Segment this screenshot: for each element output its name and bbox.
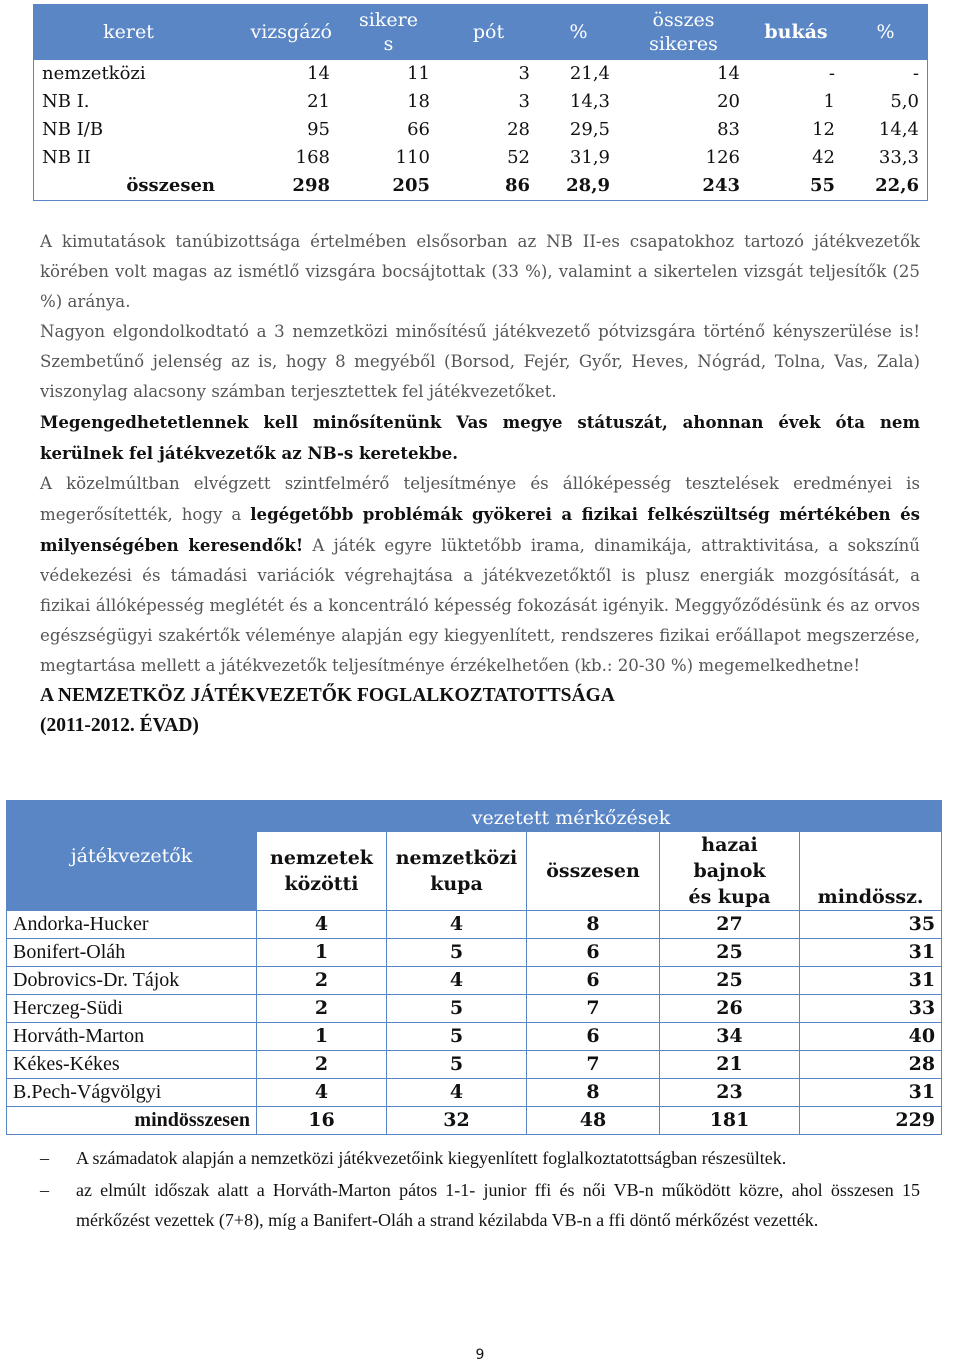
text-span: A közelmúltban elvégzett szintfelmérő teljesítménye és állóképesség tesztelések eredményei is megerősítették, hogy a xyxy=(40,474,920,524)
cell: 7 xyxy=(527,995,660,1023)
cell: 25 xyxy=(660,967,800,995)
header-sikeres: sikere s xyxy=(339,5,439,60)
cell: 2 xyxy=(257,995,387,1023)
text-span: A játék egyre lüktetőbb irama, dinamikája, attraktivitása, a sokszínű védekezési és támadási variációk végrehajtása a játékvezetőktől is plusz energiák mozgósítását, a fizikai állóképesség meglétét és a koncentráló képesség fokozását igényik. Meggyőződésünk és az orvos egészségügyi szakértők véleménye alapján egy kiegyenlített, rendszeres fizikai erőállapot megszerzése, megtartása mellett a játékvezetők teljesítménye érzékelhetően (kb.: 20-30 %) megemelkedhetne! xyxy=(40,536,920,675)
cell: 48 xyxy=(527,1107,660,1135)
header-grand-total: mindössz. xyxy=(800,832,942,911)
cell: 55 xyxy=(749,172,844,201)
referee-name: Kékes-Kékes xyxy=(7,1051,257,1079)
cell: 4 xyxy=(387,967,527,995)
cell: 229 xyxy=(800,1107,942,1135)
table-row xyxy=(34,144,928,172)
cell: 27 xyxy=(660,911,800,939)
header-percent-fail: % xyxy=(844,5,928,60)
cell: 6 xyxy=(527,967,660,995)
matches-header-band xyxy=(7,801,942,832)
table-row xyxy=(7,1051,942,1079)
cell: 18 xyxy=(339,88,439,116)
header-matches-led: vezetett mérkőzések xyxy=(257,801,800,832)
paragraph xyxy=(40,469,920,681)
table-row xyxy=(34,88,928,116)
cell: 20 xyxy=(619,88,749,116)
cell: 168 xyxy=(224,144,339,172)
dash-bullet-icon: – xyxy=(40,1148,49,1168)
header-keret: keret xyxy=(34,5,224,60)
cell: 31 xyxy=(800,1079,942,1107)
cell: 243 xyxy=(619,172,749,201)
cell: NB I/B xyxy=(34,116,224,144)
page-number: 9 xyxy=(475,1347,485,1363)
header-home-league: hazai bajnok és kupa xyxy=(660,832,800,911)
bold-text: legégetőbb problémák gyökerei a fizikai felkészültség mértékében és milyenségében keresendők! xyxy=(40,504,920,555)
cell: 205 xyxy=(339,172,439,201)
cell: 298 xyxy=(224,172,339,201)
cell: 4 xyxy=(387,1079,527,1107)
cell: 5 xyxy=(387,939,527,967)
body-text xyxy=(40,227,920,741)
table-row xyxy=(7,1023,942,1051)
header-intl-matches: nemzetek közötti xyxy=(257,832,387,911)
cell: 22,6 xyxy=(844,172,928,201)
cell: 28 xyxy=(800,1051,942,1079)
cell: 4 xyxy=(257,1079,387,1107)
cell: 3 xyxy=(439,88,539,116)
cell: 5,0 xyxy=(844,88,928,116)
cell: 21 xyxy=(224,88,339,116)
cell: 40 xyxy=(800,1023,942,1051)
paragraph: A kimutatások tanúbizottsága értelmében elsősorban az NB II-es csapatokhoz tartozó játékvezetők körében volt magas az ismétlő vizsgára bocsájtottak (33 %), valamint a sikertelen vizsgát teljesítők (25 %) aránya. xyxy=(40,232,920,311)
cell: NB I. xyxy=(34,88,224,116)
referee-name: Dobrovics-Dr. Tájok xyxy=(7,967,257,995)
referee-name: Bonifert-Oláh xyxy=(7,939,257,967)
cell: 5 xyxy=(387,995,527,1023)
cell: 6 xyxy=(527,939,660,967)
cell: 1 xyxy=(257,1023,387,1051)
bullet-item xyxy=(40,1175,920,1235)
paragraph: Nagyon elgondolkodtató a 3 nemzetközi minősítésű játékvezető pótvizsgára történő kényszerülése is! Szembetűnő jelenség az is, hogy 8 megyéből (Borsod, Fejér, Győr, Heves, Nógrád, Tolna, Vas, Zala) viszonylag alacsony számban terjesztettek fel játékvezetőket. xyxy=(40,322,920,401)
header-bukas: bukás xyxy=(749,5,844,60)
cell: 95 xyxy=(224,116,339,144)
bullet-list xyxy=(40,1143,920,1237)
cell: 110 xyxy=(339,144,439,172)
table-row xyxy=(7,967,942,995)
table-total-row xyxy=(34,172,928,201)
header-percent: % xyxy=(539,5,619,60)
header-referees: játékvezetők xyxy=(7,801,257,911)
table-row xyxy=(7,911,942,939)
cell: 4 xyxy=(257,911,387,939)
bullet-text: A számadatok alapján a nemzetközi játékvezetőink kiegyenlített foglalkoztatottságban részesültek. xyxy=(76,1148,787,1168)
cell: NB II xyxy=(34,144,224,172)
cell: nemzetközi xyxy=(34,60,224,89)
header-osszes-sikeres: összes sikeres xyxy=(619,5,749,60)
cell: 32 xyxy=(387,1107,527,1135)
paragraph-bold xyxy=(40,407,920,469)
cell: 25 xyxy=(660,939,800,967)
cell: 23 xyxy=(660,1079,800,1107)
cell: 16 xyxy=(257,1107,387,1135)
cell: 31,9 xyxy=(539,144,619,172)
dash-bullet-icon: – xyxy=(40,1180,49,1200)
cell: 21,4 xyxy=(539,60,619,89)
table-row xyxy=(7,939,942,967)
cell: 33,3 xyxy=(844,144,928,172)
table-row xyxy=(7,995,942,1023)
section-heading-season: (2011-2012. ÉVAD) xyxy=(40,715,199,736)
cell: 66 xyxy=(339,116,439,144)
table-row xyxy=(7,1079,942,1107)
header-total: összesen xyxy=(527,832,660,911)
header-intl-cup: nemzetközi kupa xyxy=(387,832,527,911)
cell: 28,9 xyxy=(539,172,619,201)
cell: 8 xyxy=(527,911,660,939)
bullet-item xyxy=(40,1143,920,1173)
cell: 33 xyxy=(800,995,942,1023)
cell: 14,3 xyxy=(539,88,619,116)
cell: 14,4 xyxy=(844,116,928,144)
cell: 21 xyxy=(660,1051,800,1079)
table-row xyxy=(34,116,928,144)
cell: 12 xyxy=(749,116,844,144)
total-label: mindösszesen xyxy=(7,1107,257,1135)
cell: 3 xyxy=(439,60,539,89)
header-vizsgazo: vizsgázó xyxy=(224,5,339,60)
cell: 2 xyxy=(257,967,387,995)
cell: 6 xyxy=(527,1023,660,1051)
bullet-text: az elmúlt időszak alatt a Horváth-Marton pátos 1-1- junior ffi és női VB-n működött közre, ahol összesen 15 mérkőzést vezettek (7+8), míg a Banifert-Oláh a strand kézilabda VB-n a ffi döntő mérkőzést vezették. xyxy=(76,1180,920,1230)
cell: 11 xyxy=(339,60,439,89)
cell: 2 xyxy=(257,1051,387,1079)
cell: 14 xyxy=(224,60,339,89)
cell: 28 xyxy=(439,116,539,144)
cell: 42 xyxy=(749,144,844,172)
cell: 4 xyxy=(387,911,527,939)
cell: 35 xyxy=(800,911,942,939)
section-heading: A NEMZETKÖZ JÁTÉKVEZETŐK FOGLALKOZTATOTTSÁGA xyxy=(40,685,615,706)
cell: 8 xyxy=(527,1079,660,1107)
cell: 86 xyxy=(439,172,539,201)
cell: 126 xyxy=(619,144,749,172)
exam-results-table xyxy=(33,4,928,201)
cell: 7 xyxy=(527,1051,660,1079)
cell: 34 xyxy=(660,1023,800,1051)
cell: 26 xyxy=(660,995,800,1023)
cell: 52 xyxy=(439,144,539,172)
cell: 31 xyxy=(800,939,942,967)
referee-name: Andorka-Hucker xyxy=(7,911,257,939)
cell: 83 xyxy=(619,116,749,144)
cell: 181 xyxy=(660,1107,800,1135)
cell: 1 xyxy=(749,88,844,116)
cell: - xyxy=(749,60,844,89)
cell: 14 xyxy=(619,60,749,89)
cell: - xyxy=(844,60,928,89)
cell: összesen xyxy=(34,172,224,201)
cell: 31 xyxy=(800,967,942,995)
header-pot: pót xyxy=(439,5,539,60)
referee-name: Herczeg-Südi xyxy=(7,995,257,1023)
table-row xyxy=(34,60,928,89)
referee-name: B.Pech-Vágvölgyi xyxy=(7,1079,257,1107)
exam-table-header-row xyxy=(34,5,928,60)
cell: 1 xyxy=(257,939,387,967)
cell: 5 xyxy=(387,1023,527,1051)
cell: 5 xyxy=(387,1051,527,1079)
table-total-row xyxy=(7,1107,942,1135)
matches-table xyxy=(6,800,942,1135)
bold-text: Megengedhetetlennek kell minősítenünk Vas megye státuszát, ahonnan évek óta nem kerülnek fel játékvezetők az NB-s keretekbe. xyxy=(40,412,920,463)
cell: 29,5 xyxy=(539,116,619,144)
referee-name: Horváth-Marton xyxy=(7,1023,257,1051)
header-band-filler xyxy=(800,801,942,832)
